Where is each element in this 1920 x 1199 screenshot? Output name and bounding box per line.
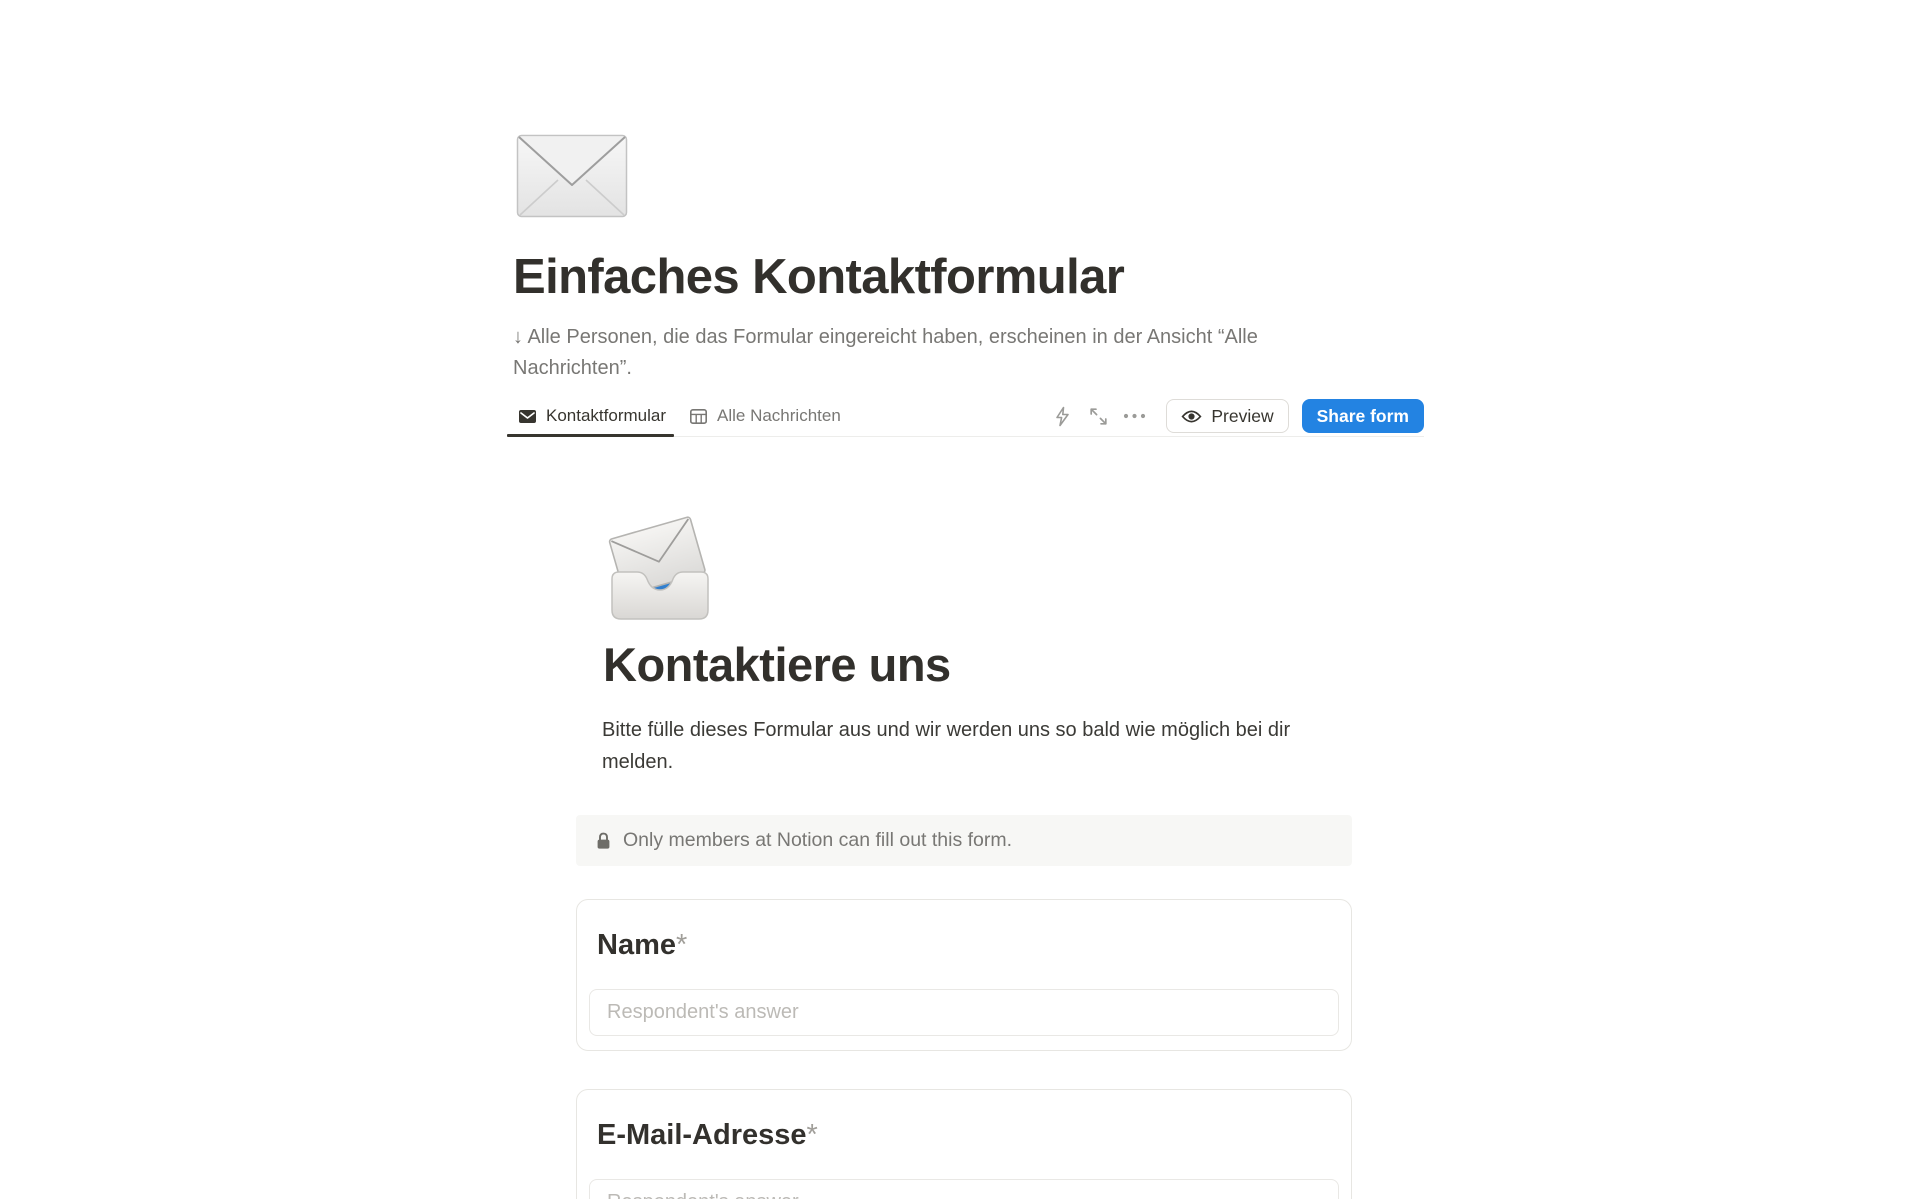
envelope-icon	[519, 410, 536, 423]
share-form-button[interactable]: Share form	[1302, 399, 1424, 433]
members-only-notice	[576, 815, 1352, 866]
ellipsis-icon[interactable]	[1120, 402, 1148, 430]
view-tabs	[507, 396, 853, 436]
tab-label: Kontaktformular	[546, 406, 666, 425]
form-description: Bitte fülle dieses Formular aus und wir werden uns so bald wie möglich bei dir melden.	[602, 719, 1291, 773]
page-subtitle: ↓ Alle Personen, die das Formular eingereicht haben, erscheinen in der Ansicht “Alle Nachrichten”.	[513, 326, 1258, 379]
page-title: Einfaches Kontaktformular	[513, 250, 1125, 304]
tab-alle-nachrichten[interactable]	[678, 396, 853, 436]
lightning-icon[interactable]	[1048, 402, 1076, 430]
page-header	[513, 133, 1424, 437]
inbox-tray-emoji	[604, 513, 716, 625]
field-label	[597, 928, 1339, 962]
field-card-name	[576, 899, 1352, 1051]
envelope-emoji	[516, 133, 628, 219]
table-icon	[690, 409, 707, 424]
name-input[interactable]	[589, 989, 1339, 1036]
lock-icon	[596, 832, 611, 850]
eye-icon	[1181, 409, 1202, 424]
field-label	[597, 1118, 1339, 1152]
form-section	[576, 513, 1352, 1199]
form-title: Kontaktiere uns	[603, 638, 951, 691]
preview-button[interactable]	[1166, 399, 1288, 433]
email-input[interactable]	[589, 1179, 1339, 1199]
required-mark: *	[806, 1119, 818, 1151]
toolbar	[1048, 399, 1424, 433]
tab-label: Alle Nachrichten	[717, 406, 841, 425]
tab-kontaktformular[interactable]	[507, 396, 678, 436]
view-tabbar	[513, 396, 1424, 437]
preview-label: Preview	[1211, 405, 1274, 426]
expand-icon[interactable]	[1084, 402, 1112, 430]
field-label-text: Name	[597, 929, 676, 961]
field-label-text: E-Mail-Adresse	[597, 1119, 807, 1151]
field-card-email	[576, 1089, 1352, 1199]
required-mark: *	[676, 929, 688, 961]
notice-text: Only members at Notion can fill out this form.	[623, 829, 1013, 851]
